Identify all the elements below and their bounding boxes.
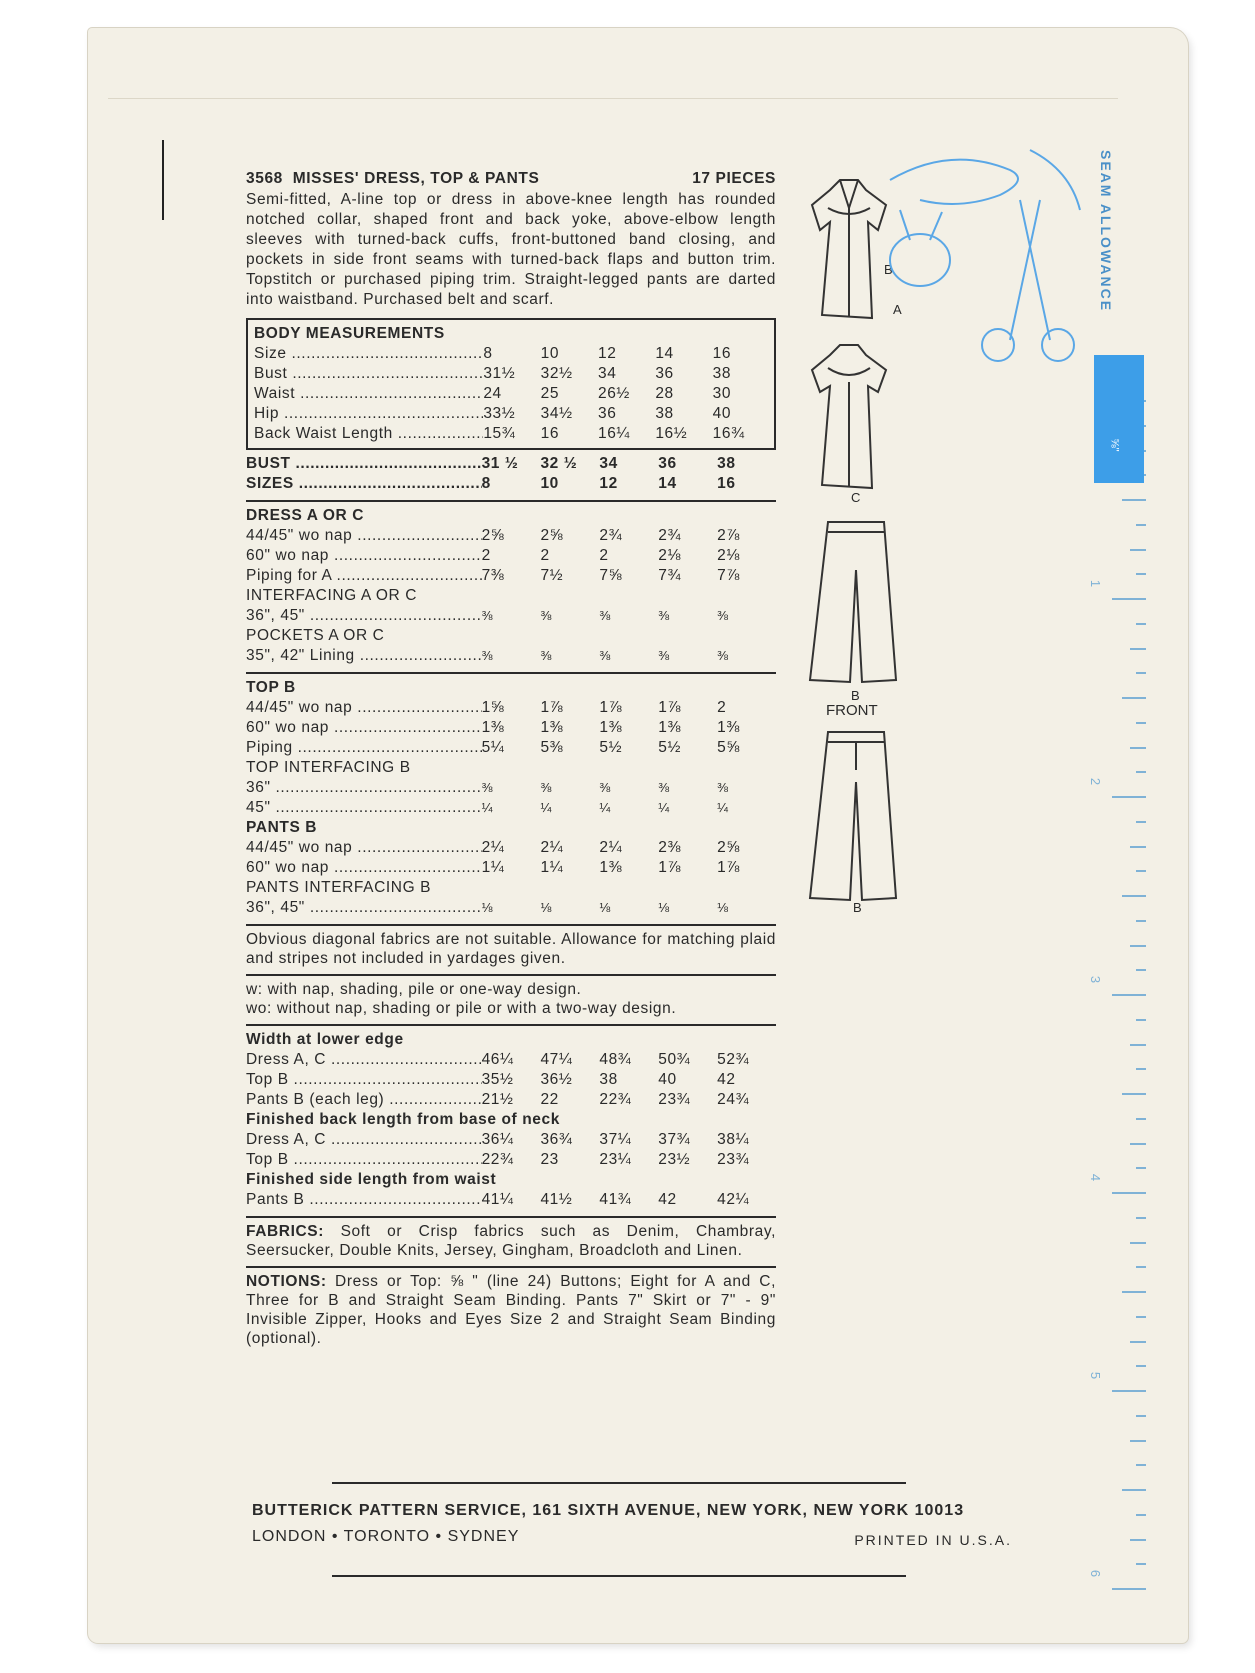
row-value: 16¾	[712, 425, 745, 442]
row-value: 38	[655, 405, 674, 422]
table-row	[246, 646, 776, 666]
ruler-tick	[1136, 1365, 1146, 1367]
row-value: 37¾	[658, 1131, 691, 1148]
without-nap-note: wo: without nap, shading or pile or with a two-way design.	[246, 1000, 677, 1017]
ruler-tick	[1130, 945, 1146, 947]
row-value: 2⅛	[658, 547, 681, 564]
row-value: ¼	[599, 800, 611, 815]
row-value: ⅛	[658, 900, 670, 915]
row-label: BUST .....	[246, 454, 482, 474]
envelope-flap-edge	[108, 50, 1118, 99]
row-value: 23¾	[717, 1151, 750, 1168]
row-value: 32 ½	[540, 455, 578, 472]
row-value: 1⅞	[658, 699, 681, 716]
row-value: ⅛	[540, 900, 552, 915]
ruler-tick	[1122, 1489, 1146, 1491]
row-value: 25	[540, 385, 560, 402]
ruler-fraction: ⅝"	[1108, 438, 1121, 452]
ruler-number: 6	[1088, 1569, 1104, 1578]
ruler-tick	[1130, 549, 1146, 551]
row-value: 23½	[658, 1151, 691, 1168]
diagonal-note: Obvious diagonal fabrics are not suitable. Allowance for matching plaid and stripes not included in yardages given.	[246, 924, 776, 968]
row-value: 2⅝	[481, 527, 505, 544]
label-front: FRONT	[826, 702, 878, 719]
table-row	[246, 838, 776, 858]
row-value: 7¾	[658, 567, 681, 584]
table-row	[246, 798, 776, 818]
ruler-tick	[1136, 1167, 1146, 1169]
row-value: ⅜	[717, 780, 729, 795]
row-value: 36¼	[481, 1131, 514, 1148]
pants-front-sketch	[810, 522, 896, 682]
table-row	[246, 718, 776, 738]
top-section	[246, 672, 776, 918]
row-label: Back Waist Length .....	[254, 424, 483, 444]
table-row	[246, 698, 776, 718]
row-value: ⅜	[658, 780, 670, 795]
row-label: Pants B .....	[246, 1190, 482, 1210]
pants-interfacing-rows	[246, 898, 776, 918]
pattern-number: 3568	[246, 170, 283, 187]
table-row	[246, 526, 776, 546]
ruler-tick	[1136, 1563, 1146, 1565]
table-row	[254, 384, 770, 404]
ruler-number: 5	[1088, 1371, 1104, 1380]
row-value: ⅜	[717, 648, 729, 663]
back-length-heading: Finished back length from base of neck	[246, 1111, 560, 1128]
row-label: 35", 42" Lining .....	[246, 646, 482, 666]
footer-cities: LONDON • TORONTO • SYDNEY	[252, 1528, 520, 1545]
row-value: 2¼	[599, 839, 623, 856]
footer-rule-top	[332, 1482, 906, 1484]
row-value: 1⅞	[717, 859, 740, 876]
row-value: 46¼	[481, 1051, 514, 1068]
row-value: 2	[540, 547, 550, 564]
table-row	[246, 1050, 776, 1070]
row-value: 10	[540, 345, 560, 362]
finished-measurements	[246, 1024, 776, 1210]
body-measurements-heading: BODY MEASUREMENTS	[254, 325, 445, 342]
ruler-tick	[1122, 895, 1146, 897]
ruler-tick	[1130, 1341, 1146, 1343]
row-value: ⅜	[481, 780, 494, 795]
table-row	[246, 738, 776, 758]
row-value: 1⅜	[717, 719, 740, 736]
row-value: 37¼	[599, 1131, 632, 1148]
ruler-number: 3	[1088, 975, 1104, 984]
notions-text: Dress or Top: ⅝ " (line 24) Buttons; Eight for A and C, Three for B and Straight Seam Binding. Pants 7" Skirt or 7" - 9" Invisible Zipper, Hooks and Eyes Size 2 and Straight Seam Binding (optional).	[246, 1273, 776, 1347]
row-value: 41¾	[599, 1191, 632, 1208]
pants-back-sketch	[810, 732, 896, 900]
dress-rows	[246, 526, 776, 586]
row-label: 60" wo nap .....	[246, 718, 482, 738]
row-value: ⅜	[599, 608, 611, 623]
row-label: Top B .....	[246, 1150, 482, 1170]
row-label: Piping for A .....	[246, 566, 482, 586]
row-value: 22	[540, 1091, 559, 1108]
row-value: ⅛	[717, 900, 729, 915]
row-value: ⅜	[481, 608, 494, 623]
ruler-tick	[1130, 846, 1146, 848]
table-row	[246, 1150, 776, 1170]
top-rows	[246, 698, 776, 758]
row-value: 2¼	[540, 839, 564, 856]
table-row	[246, 1090, 776, 1110]
dress-back-sketch	[812, 345, 886, 488]
row-value: 36½	[540, 1071, 573, 1088]
row-value: 32½	[540, 365, 573, 382]
ruler-tick	[1130, 747, 1146, 749]
ruler-tick	[1136, 870, 1146, 872]
pattern-description: Semi-fitted, A-line top or dress in above-knee length has rounded notched collar, shaped front and back yoke, above-elbow length sleeves with turned-back cuffs, front-buttoned band closing, and pockets in side front seams with turned-back flaps and button trim. Topstitch or purchased piping trim. Straight-legged pants are darted into waistband. Purchased belt and scarf.	[246, 191, 776, 308]
row-value: 47¼	[540, 1051, 573, 1068]
row-value: 5½	[599, 739, 623, 756]
label-c: C	[851, 490, 861, 505]
row-value: 8	[481, 475, 491, 492]
ruler-tick	[1122, 697, 1146, 699]
row-value: ⅜	[599, 648, 611, 663]
row-value: 5½	[658, 739, 681, 756]
ruler-tick	[1130, 1539, 1146, 1541]
row-value: 22¾	[599, 1091, 632, 1108]
ruler-tick	[1136, 821, 1146, 823]
table-row	[246, 858, 776, 878]
row-value: 36¾	[540, 1131, 573, 1148]
table-row	[246, 474, 776, 494]
row-value: ⅜	[540, 648, 552, 663]
ruler-tick	[1136, 1068, 1146, 1070]
ruler-tick	[1122, 499, 1146, 501]
row-value: 16¼	[597, 425, 630, 442]
row-value: ¼	[481, 800, 494, 815]
table-row	[246, 1130, 776, 1150]
row-value: 42	[658, 1191, 677, 1208]
row-value: 40	[712, 405, 732, 422]
row-value: 14	[655, 345, 674, 362]
footer	[252, 1502, 1012, 1548]
row-value: 1⅞	[658, 859, 681, 876]
body-measurements-table	[246, 318, 776, 450]
top-interfacing-rows	[246, 778, 776, 818]
ruler-tick	[1136, 1514, 1146, 1516]
footer-rule-bottom	[332, 1575, 906, 1577]
bust-sizes-table	[246, 454, 776, 494]
ruler-tick	[1136, 1316, 1146, 1318]
bust-sizes-rows	[246, 454, 776, 494]
ruler-tick	[1112, 1390, 1146, 1392]
row-value: 35½	[481, 1071, 514, 1088]
dress-heading: DRESS A OR C	[246, 507, 365, 524]
row-label: 45" .....	[246, 798, 482, 818]
ruler-tick	[1122, 1093, 1146, 1095]
row-value: ⅜	[658, 648, 670, 663]
table-row	[246, 566, 776, 586]
notions-block	[246, 1266, 776, 1348]
row-label: 36" .....	[246, 778, 482, 798]
row-value: 2⅞	[717, 527, 740, 544]
ruler-tick	[1136, 1118, 1146, 1120]
table-row	[254, 404, 770, 424]
ruler-tick	[1130, 1242, 1146, 1244]
row-value: ⅛	[481, 900, 494, 915]
row-value: 26½	[597, 385, 630, 402]
row-value: 23	[540, 1151, 559, 1168]
with-nap-note: w: with nap, shading, pile or one-way design.	[246, 981, 582, 998]
row-value: 52¾	[717, 1051, 750, 1068]
ruler-tick	[1130, 1143, 1146, 1145]
row-label: 60" wo nap .....	[246, 546, 482, 566]
row-value: 34	[599, 455, 618, 472]
ruler-tick	[1136, 1415, 1146, 1417]
ruler-tick	[1130, 1044, 1146, 1046]
dress-section	[246, 500, 776, 666]
row-value: 38	[599, 1071, 618, 1088]
ruler-number: 4	[1088, 1173, 1104, 1182]
dress-pockets-rows	[246, 646, 776, 666]
row-value: 50¾	[658, 1051, 691, 1068]
side-length-rows	[246, 1190, 776, 1210]
row-value: 2	[599, 547, 609, 564]
row-value: ⅜	[540, 608, 552, 623]
table-row	[254, 424, 770, 444]
row-value: 1¼	[540, 859, 564, 876]
ruler-tick	[1112, 598, 1146, 600]
row-value: 38	[717, 455, 736, 472]
ruler-tick	[1136, 722, 1146, 724]
pants-rows	[246, 838, 776, 878]
row-value: 7⅞	[717, 567, 740, 584]
row-value: 48¾	[599, 1051, 632, 1068]
ruler-tick	[1136, 920, 1146, 922]
ruler-tick	[1136, 672, 1146, 674]
row-value: 2¾	[658, 527, 681, 544]
table-row	[246, 546, 776, 566]
row-value: 1⅜	[599, 859, 623, 876]
table-row	[246, 1190, 776, 1210]
row-label: Piping .....	[246, 738, 482, 758]
row-value: ⅜	[481, 648, 494, 663]
row-value: 2⅝	[540, 527, 564, 544]
ruler-tick	[1136, 1217, 1146, 1219]
row-label: Hip .....	[254, 404, 483, 424]
row-value: 5⅝	[717, 739, 740, 756]
back-length-rows	[246, 1130, 776, 1170]
pattern-info	[246, 170, 776, 1348]
row-value: ⅜	[658, 608, 670, 623]
ruler-tick	[1136, 524, 1146, 526]
row-label: Top B .....	[246, 1070, 482, 1090]
row-value: 33½	[483, 405, 516, 422]
dress-interfacing-rows	[246, 606, 776, 626]
row-value: 23¼	[599, 1151, 632, 1168]
row-value: 34½	[540, 405, 573, 422]
row-value: 2⅛	[717, 547, 740, 564]
row-value: ⅜	[540, 780, 552, 795]
row-value: ⅜	[599, 780, 611, 795]
row-value: 12	[599, 475, 618, 492]
envelope-crease	[162, 140, 164, 220]
row-label: 44/45" wo nap .....	[246, 698, 482, 718]
row-label: Pants B (each leg) .....	[246, 1090, 482, 1110]
row-value: 16	[717, 475, 736, 492]
ruler-tick	[1136, 573, 1146, 575]
row-value: 2¼	[481, 839, 505, 856]
row-value: 12	[597, 345, 617, 362]
row-value: 1⅝	[481, 699, 505, 716]
label-b-top: B	[884, 262, 893, 277]
row-value: 41¼	[481, 1191, 514, 1208]
sewing-stamp-icon	[880, 140, 1100, 380]
pattern-title-row	[246, 170, 776, 188]
table-row	[246, 454, 776, 474]
row-value: 41½	[540, 1191, 573, 1208]
row-value: 16½	[655, 425, 688, 442]
row-value: 5⅜	[540, 739, 564, 756]
pattern-title: MISSES' DRESS, TOP & PANTS	[292, 170, 540, 187]
footer-printed: PRINTED IN U.S.A.	[854, 1532, 1012, 1548]
table-row	[246, 898, 776, 918]
row-value: 24¾	[717, 1091, 750, 1108]
row-value: ¼	[717, 800, 729, 815]
row-value: 2	[481, 547, 491, 564]
row-value: ⅛	[599, 900, 611, 915]
lower-edge-heading: Width at lower edge	[246, 1031, 404, 1048]
top-interfacing-heading: TOP INTERFACING B	[246, 759, 411, 776]
row-value: 42	[717, 1071, 736, 1088]
notions-label: NOTIONS:	[246, 1273, 327, 1290]
seam-allowance-label: SEAM ALLOWANCE	[1098, 150, 1114, 313]
row-value: 1⅞	[540, 699, 564, 716]
row-value: 1⅜	[658, 719, 681, 736]
table-row	[254, 364, 770, 384]
row-value: 36	[655, 365, 674, 382]
row-label: Dress A, C .....	[246, 1130, 482, 1150]
ruler-tick	[1112, 1588, 1146, 1590]
row-value: 1⅞	[599, 699, 623, 716]
ruler-highlight	[1094, 355, 1144, 483]
row-value: 1⅜	[599, 719, 623, 736]
row-label: Dress A, C .....	[246, 1050, 482, 1070]
ruler-tick	[1112, 1192, 1146, 1194]
ruler-tick	[1136, 969, 1146, 971]
ruler-tick	[1136, 1464, 1146, 1466]
row-value: 7½	[540, 567, 564, 584]
row-value: 22¾	[481, 1151, 514, 1168]
ruler-tick	[1136, 1019, 1146, 1021]
table-row	[246, 1070, 776, 1090]
row-value: ⅜	[717, 608, 729, 623]
row-value: 36	[658, 455, 677, 472]
ruler-tick	[1112, 796, 1146, 798]
dress-interfacing-heading: INTERFACING A OR C	[246, 587, 417, 604]
row-value: ¼	[540, 800, 552, 815]
ruler-tick	[1112, 994, 1146, 996]
row-value: 2⅜	[658, 839, 681, 856]
row-value: 31½	[483, 365, 516, 382]
ruler-tick	[1130, 648, 1146, 650]
row-value: 38¼	[717, 1131, 750, 1148]
row-value: 8	[483, 345, 493, 362]
row-label: SIZES .....	[246, 474, 482, 494]
row-value: 36	[597, 405, 617, 422]
row-value: 16	[540, 425, 560, 442]
row-value: 28	[655, 385, 674, 402]
row-label: 44/45" wo nap .....	[246, 526, 482, 546]
row-value: 31 ½	[481, 455, 519, 472]
row-value: 40	[658, 1071, 677, 1088]
nap-legend	[246, 974, 776, 1018]
pants-heading: PANTS B	[246, 819, 318, 836]
row-label: Size .....	[254, 344, 483, 364]
table-row	[254, 344, 770, 364]
ruler-tick	[1136, 623, 1146, 625]
row-value: 1⅜	[540, 719, 564, 736]
row-label: Waist .....	[254, 384, 483, 404]
fabrics-label: FABRICS:	[246, 1223, 324, 1240]
row-label: 44/45" wo nap .....	[246, 838, 482, 858]
fabrics-block	[246, 1216, 776, 1260]
row-value: 5¼	[481, 739, 505, 756]
row-value: 38	[712, 365, 732, 382]
ruler-tick	[1130, 1440, 1146, 1442]
row-value: 21½	[481, 1091, 514, 1108]
row-value: 2⅝	[717, 839, 740, 856]
ruler-tick	[1136, 771, 1146, 773]
row-value: 34	[597, 365, 617, 382]
row-value: 42¼	[717, 1191, 750, 1208]
pants-interfacing-heading: PANTS INTERFACING B	[246, 879, 432, 896]
label-a: A	[893, 302, 902, 317]
row-label: 60" wo nap .....	[246, 858, 482, 878]
side-length-heading: Finished side length from waist	[246, 1171, 497, 1188]
pattern-pieces: 17 PIECES	[692, 170, 776, 187]
row-label: Bust .....	[254, 364, 483, 384]
table-row	[246, 778, 776, 798]
lower-edge-rows	[246, 1050, 776, 1110]
label-b-front: B	[851, 688, 860, 703]
row-value: 7⅜	[481, 567, 505, 584]
row-value: 23¾	[658, 1091, 691, 1108]
ruler-number: 1	[1088, 579, 1104, 588]
row-label: 36", 45" .....	[246, 606, 482, 626]
top-heading: TOP B	[246, 679, 296, 696]
footer-company: BUTTERICK PATTERN SERVICE, 161 SIXTH AVENUE, NEW YORK, NEW YORK 10013	[252, 1502, 965, 1519]
row-label: 36", 45" .....	[246, 898, 482, 918]
row-value: 2¾	[599, 527, 623, 544]
dress-pockets-heading: POCKETS A OR C	[246, 627, 385, 644]
row-value: 1¼	[481, 859, 505, 876]
row-value: 14	[658, 475, 677, 492]
ruler-tick	[1136, 1266, 1146, 1268]
fabrics-text: Soft or Crisp fabrics such as Denim, Chambray, Seersucker, Double Knits, Jersey, Gingham, Broadcloth and Linen.	[246, 1223, 776, 1259]
row-value: 30	[712, 385, 732, 402]
ruler-number: 2	[1088, 777, 1104, 786]
row-value: 16	[712, 345, 732, 362]
row-value: 2	[717, 699, 727, 716]
row-value: 7⅝	[599, 567, 623, 584]
table-row	[246, 606, 776, 626]
row-value: 1⅜	[481, 719, 505, 736]
row-value: ¼	[658, 800, 670, 815]
row-value: 15¾	[483, 425, 516, 442]
label-b-back: B	[853, 900, 862, 915]
ruler-tick	[1122, 1291, 1146, 1293]
dress-front-sketch	[812, 180, 886, 318]
row-value: 10	[540, 475, 559, 492]
row-value: 24	[483, 385, 502, 402]
body-measurements-rows	[254, 344, 770, 444]
